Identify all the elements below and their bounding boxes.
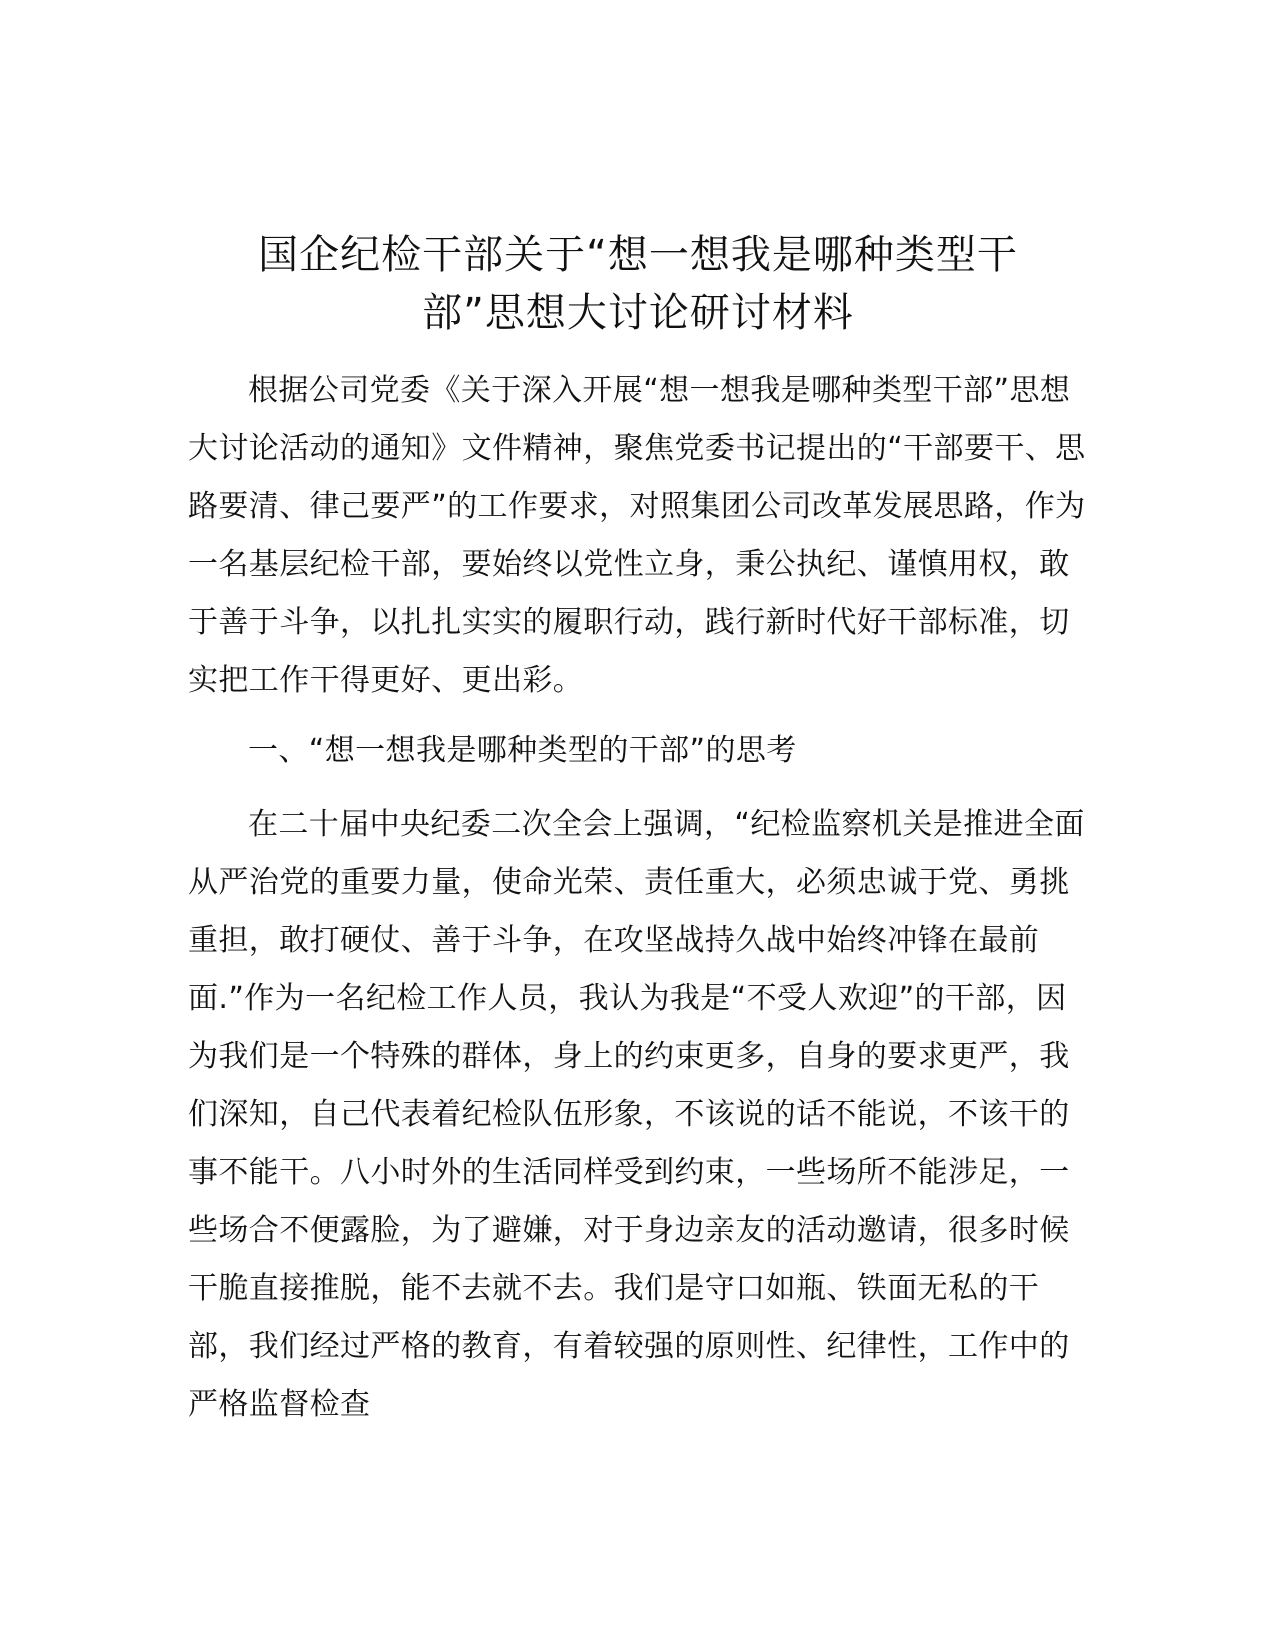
title-line-1: 国企纪检干部关于“想一想我是哪种类型干: [258, 232, 1018, 278]
title-line-2: 部”思想大讨论研讨材料: [422, 290, 854, 336]
document-title: [188, 226, 1088, 342]
document-body: [188, 226, 1088, 1434]
intro-paragraph: 根据公司党委《关于深入开展“想一想我是哪种类型干部”思想大讨论活动的通知》文件精神，聚焦党委书记提出的“干部要干、思路要清、律己要严”的工作要求，对照集团公司改革发展思路，作为一名基层纪检干部，要始终以党性立身，秉公执纪、谨慎用权，敢于善于斗争，以扎扎实实的履职行动，践行新时代好干部标准，切实把工作干得更好、更出彩。: [188, 373, 1086, 698]
section-paragraph-1: 在二十届中央纪委二次全会上强调，“纪检监察机关是推进全面从严治党的重要力量，使命光荣、责任重大，必须忠诚于党、勇挑重担，敢打硬仗、善于斗争，在攻坚战持久战中始终冲锋在最前面.”作为一名纪检工作人员，我认为我是“不受人欢迎”的干部，因为我们是一个特殊的群体，身上的约束更多，自身的要求更严，我们深知，自己代表着纪检队伍形象，不该说的话不能说，不该干的事不能干。八小时外的生活同样受到约束，一些场所不能涉足，一些场合不便露脸，为了避嫌，对于身边亲友的活动邀请，很多时候干脆直接推脱，能不去就不去。我们是守口如瓶、铁面无私的干部，我们经过严格的教育，有着较强的原则性、纪律性，工作中的严格监督检查: [188, 807, 1085, 1422]
section-heading-1: 一、“想一想我是哪种类型的干部”的思考: [248, 733, 797, 768]
